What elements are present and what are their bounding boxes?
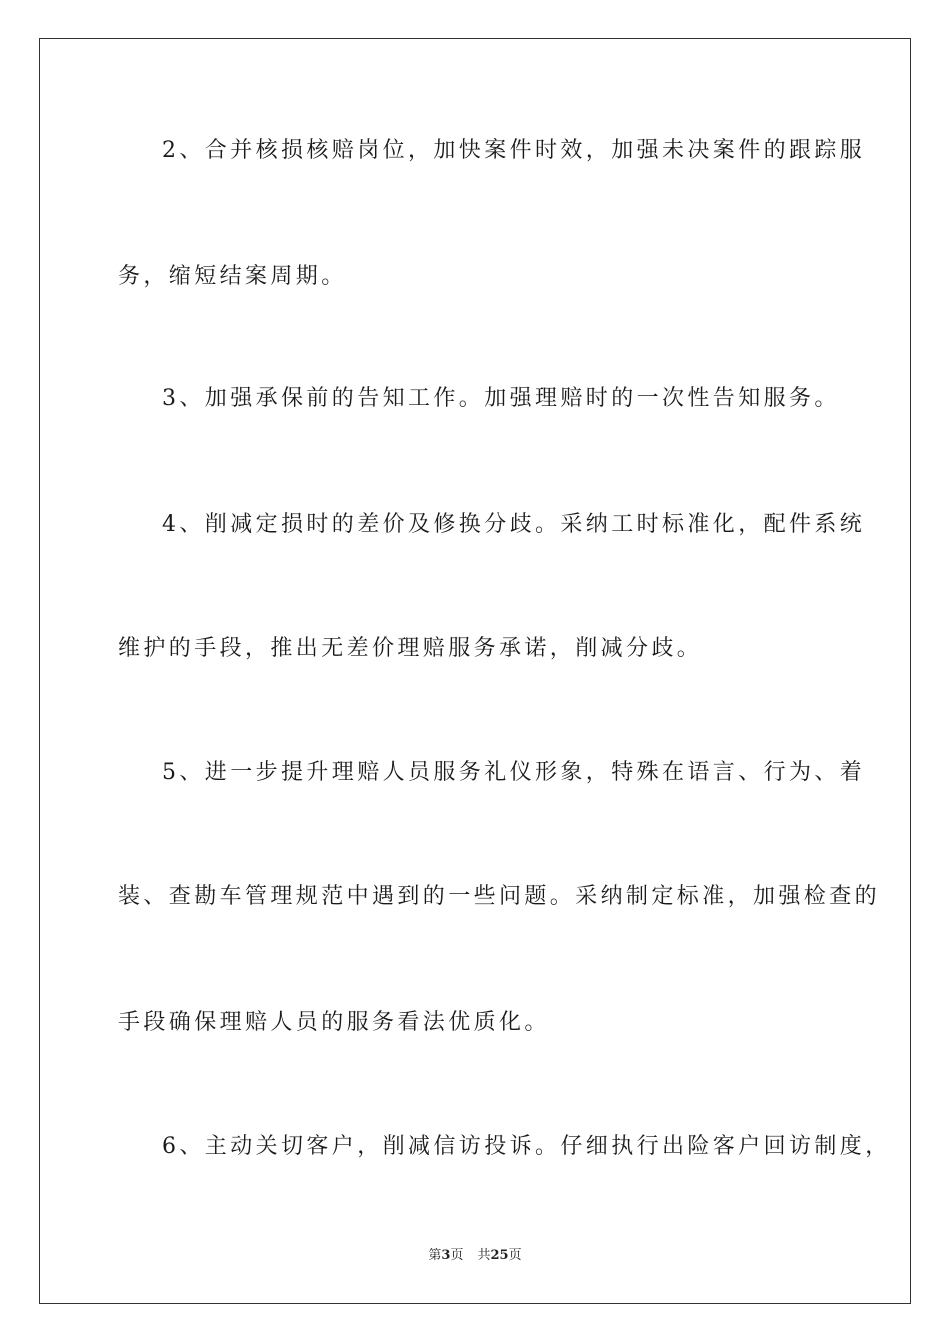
paragraph-5-line-3: 手段确保理赔人员的服务看法优质化。 [118, 1010, 550, 1035]
paragraph-3-line-1: 3、加强承保前的告知工作。加强理赔时的一次性告知服务。 [162, 386, 840, 411]
total-suffix: 页 [508, 1248, 522, 1263]
paragraph-2-line-2: 务，缩短结案周期。 [118, 264, 347, 289]
paragraph-5-line-2: 装、查勘车管理规范中遇到的一些问题。采纳制定标准，加强检查的 [118, 884, 881, 909]
paragraph-2-line-1: 2、合并核损核赔岗位，加快案件时效，加强未决案件的跟踪服 [162, 138, 866, 163]
paragraph-6-line-1: 6、主动关切客户，削减信访投诉。仔细执行出险客户回访制度， [162, 1134, 891, 1159]
page-border [39, 38, 911, 1304]
page-suffix: 页 [450, 1248, 464, 1263]
total-prefix: 共 [477, 1248, 491, 1263]
page-number: 3 [441, 1248, 451, 1263]
page-prefix: 第 [428, 1248, 442, 1263]
page-footer [0, 1247, 950, 1265]
paragraph-4-line-1: 4、削减定损时的差价及修换分歧。采纳工时标准化，配件系统 [162, 512, 866, 537]
total-pages: 25 [490, 1248, 509, 1263]
paragraph-5-line-1: 5、进一步提升理赔人员服务礼仪形象，特殊在语言、行为、着 [162, 760, 866, 785]
paragraph-4-line-2: 维护的手段，推出无差价理赔服务承诺，削减分歧。 [118, 636, 703, 661]
